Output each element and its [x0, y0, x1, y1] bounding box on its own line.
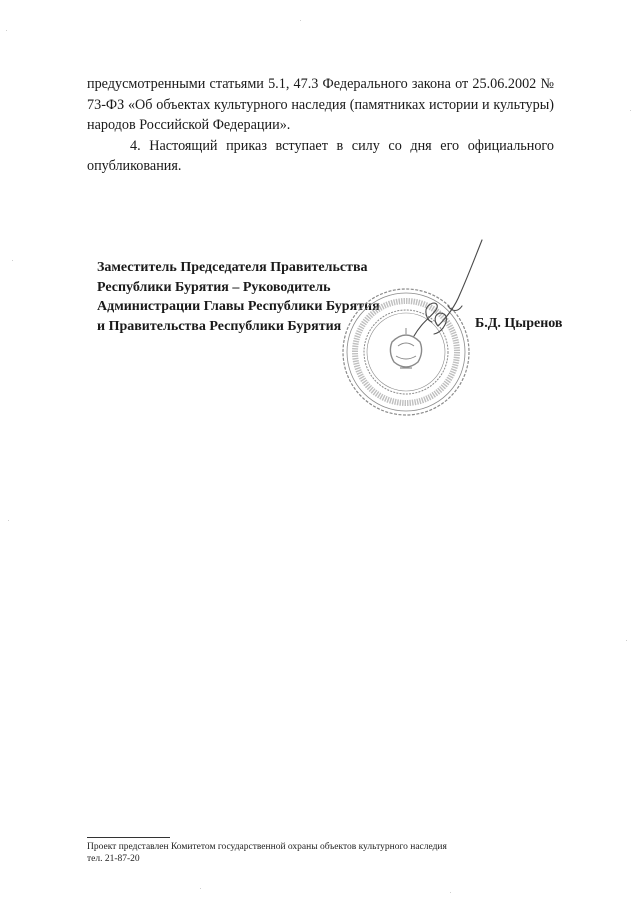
signatory-name: Б.Д. Цыренов: [475, 316, 563, 331]
footnote: [87, 841, 447, 865]
footnote-phone: тел. 21-87-20: [87, 854, 140, 864]
scan-speck: [300, 20, 301, 21]
body-text: [87, 74, 554, 177]
handwritten-signature: [378, 236, 488, 346]
paragraph-continuation: предусмотренными статьями 5.1, 47.3 Федерального закона от 25.06.2002 № 73-ФЗ «Об объектах культурного наследия (памятниках истории и культуры) народов Российской Федерации».: [87, 76, 554, 133]
scan-speck: [626, 640, 627, 641]
footnote-line-1: Проект представлен Комитетом государственной охраны объектов культурного наследия: [87, 842, 447, 852]
scan-speck: [6, 30, 7, 31]
position-line-1: Заместитель Председателя Правительства: [97, 260, 368, 275]
footnote-divider: [87, 837, 170, 838]
scan-speck: [12, 260, 13, 261]
position-line-2: Республики Бурятия – Руководитель: [97, 279, 331, 295]
position-line-3: Администрации Главы Республики Бурятия: [97, 299, 380, 314]
position-line-4: и Правительства Республики Бурятия: [97, 318, 342, 334]
scan-speck: [8, 520, 9, 521]
paragraph-4: 4. Настоящий приказ вступает в силу со дня его официального опубликования.: [87, 137, 554, 174]
scan-speck: [200, 888, 201, 889]
scan-speck: [630, 110, 631, 111]
scan-speck: [450, 892, 451, 893]
